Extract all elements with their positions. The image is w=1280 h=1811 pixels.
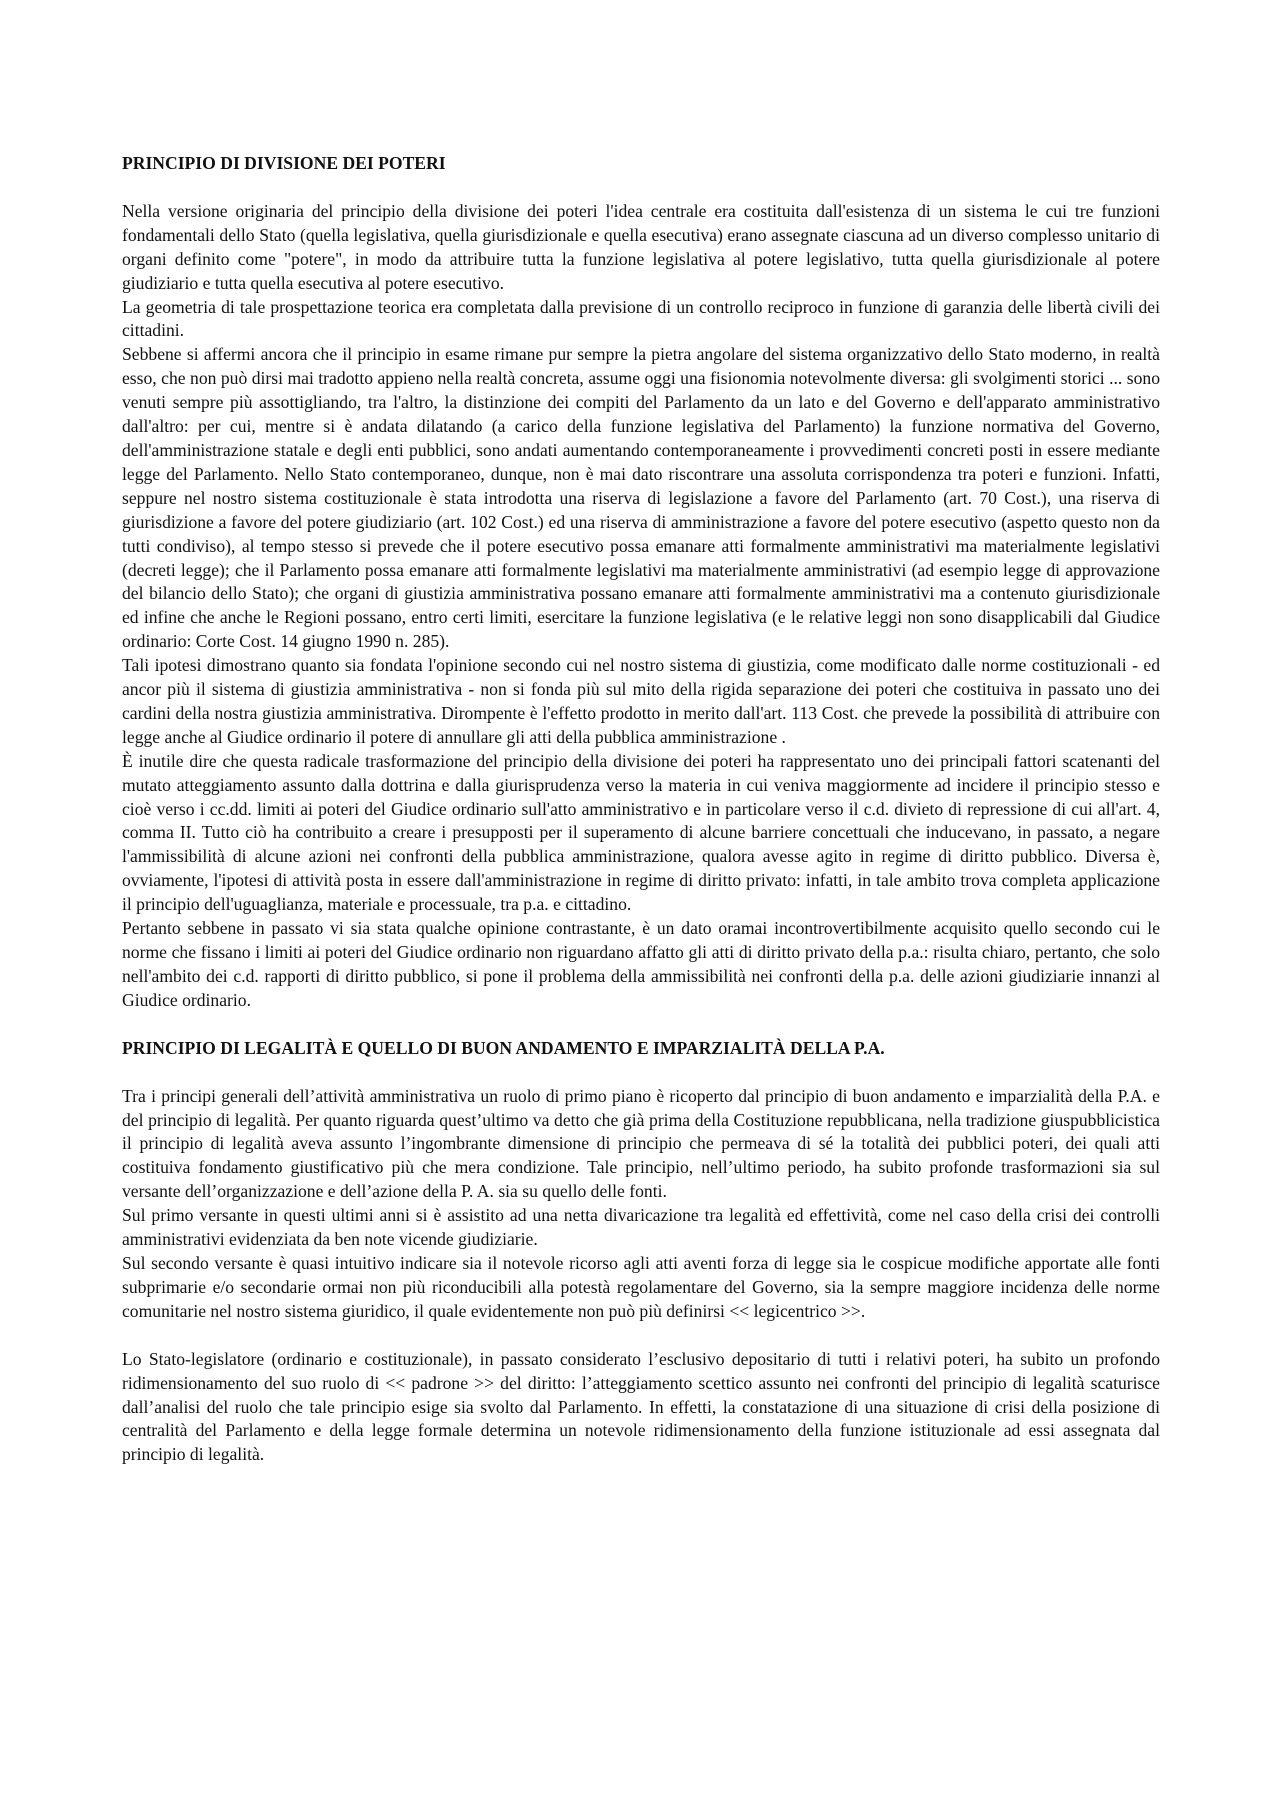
spacer (122, 1013, 1160, 1037)
paragraph: Tra i principi generali dell’attività amministrativa un ruolo di primo piano è ricoperto dal principio di buon andamento e imparzialità della P.A. e del principio di legalità. Per quanto riguarda quest’ultimo va detto che già prima della Costituzione repubblicana, nella tradizione giuspubblicistica il principio di legalità aveva assunto l’ingombrante dimensione di principio che permeava di sé la totalità dei pubblici poteri, dei quali atti costituiva fondamento giustificativo più che mera condizione. Tale principio, nell’ultimo periodo, ha subito profonde trasformazioni sia sul versante dell’organizzazione e dell’azione della P. A. sia su quello delle fonti. (122, 1085, 1160, 1202)
document-page (122, 152, 1160, 1467)
spacer (122, 1061, 1160, 1085)
paragraph: Sul secondo versante è quasi intuitivo indicare sia il notevole ricorso agli atti aventi forza di legge sia le cospicue modifiche apportate alle fonti subprimarie e/o secondarie ormai non più riconducibili alla potestà regolamentare del Governo, sia la sempre maggiore incidenza delle norme comunitarie nel nostro sistema giuridico, il quale evidentemente non può più definirsi << legicentrico >>. (122, 1252, 1160, 1321)
spacer (122, 1324, 1160, 1348)
paragraph: Sebbene si affermi ancora che il principio in esame rimane pur sempre la pietra angolare del sistema organizzativo dello Stato moderno, in realtà esso, che non può dirsi mai tradotto appieno nella realtà concreta, assume oggi una fisionomia notevolmente diversa: gli svolgimenti storici ... sono venuti sempre più assottigliando, tra l'altro, la distinzione dei compiti del Parlamento da un lato e del Governo e dell'apparato amministrativo dall'altro: per cui, mentre si è andata dilatando (a carico della funzione legislativa del Parlamento) la funzione normativa del Governo, dell'amministrazione statale e degli enti pubblici, sono andati aumentando contemporaneamente i provvedimenti concreti posti in essere mediante legge del Parlamento. Nello Stato contemporaneo, dunque, non è mai dato riscontrare una assoluta corrispondenza tra poteri e funzioni. Infatti, seppure nel nostro sistema costituzionale è stata introdotta una riserva di legislazione a favore del Parlamento (art. 70 Cost.), una riserva di giurisdizione a favore del potere giudiziario (art. 102 Cost.) ed una riserva di amministrazione a favore del potere esecutivo (aspetto questo non da tutti condiviso), al tempo stesso si prevede che il potere esecutivo possa emanare atti formalmente amministrativi ma materialmente legislativi (decreti legge); che il Parlamento possa emanare atti formalmente legislativi ma materialmente amministrativi (ad esempio legge di approvazione del bilancio dello Stato); che organi di giustizia amministrativa possano emanare atti formalmente amministrativi ma a contenuto giurisdizionale ed infine che anche le Regioni possano, entro certi limiti, esercitare la funzione legislativa (e le relative leggi non sono disapplicabili dal Giudice ordinario: Corte Cost. 14 giugno 1990 n. 285). (122, 344, 1160, 652)
spacer (122, 176, 1160, 200)
paragraph: La geometria di tale prospettazione teorica era completata dalla previsione di un controllo reciproco in funzione di garanzia delle libertà civili dei cittadini. (122, 296, 1160, 341)
paragraph: Tali ipotesi dimostrano quanto sia fondata l'opinione secondo cui nel nostro sistema di giustizia, come modificato dalle norme costituzionali - ed ancor più il sistema di giustizia amministrativa - non si fonda più sul mito della rigida separazione dei poteri che costituiva in passato uno dei cardini della nostra giustizia amministrativa. Dirompente è l'effetto prodotto in merito dall'art. 113 Cost. che prevede la possibilità di attribuire con legge anche al Giudice ordinario il potere di annullare gli atti della pubblica amministrazione . (122, 655, 1160, 747)
paragraph: È inutile dire che questa radicale trasformazione del principio della divisione dei poteri ha rappresentato uno dei principali fattori scatenanti del mutato atteggiamento assunto dalla dottrina e dalla giurisprudenza verso la materia in cui veniva maggiormente ad incidere il principio stesso e cioè verso i cc.dd. limiti ai poteri del Giudice ordinario sull'atto amministrativo e in particolare verso il c.d. divieto di repressione di cui all'art. 4, comma II. Tutto ciò ha contribuito a creare i presupposti per il superamento di alcune barriere concettuali che inducevano, in passato, a negare l'ammissibilità di alcune azioni nei confronti della pubblica amministrazione, qualora avesse agito in regime di diritto pubblico. Diversa è, ovviamente, l'ipotesi di attività posta in essere dall'amministrazione in regime di diritto privato: infatti, in tale ambito trova completa applicazione il principio dell'uguaglianza, materiale e processuale, tra p.a. e cittadino. (122, 750, 1160, 915)
paragraph: Nella versione originaria del principio della divisione dei poteri l'idea centrale era costituita dall'esistenza di un sistema le cui tre funzioni fondamentali dello Stato (quella legislativa, quella giurisdizionale e quella esecutiva) erano assegnate ciascuna ad un diverso complesso unitario di organi definito come "potere", in modo da attribuire tutta la funzione legislativa al potere legislativo, tutta quella giurisdizionale al potere giudiziario e tutta quella esecutiva al potere esecutivo. (122, 200, 1160, 293)
paragraph: Lo Stato-legislatore (ordinario e costituzionale), in passato considerato l’esclusivo depositario di tutti i relativi poteri, ha subito un profondo ridimensionamento del suo ruolo di << padrone >> del diritto: l’atteggiamento scettico assunto nei confronti del principio di legalità scaturisce dall’analisi del ruolo che tale principio esige sia svolto dal Parlamento. In effetti, la constatazione di una situazione di crisi della posizione di centralità del Parlamento e della legge formale determina un notevole ridimensionamento della funzione istituzionale ad essi assegnata dal principio di legalità. (122, 1348, 1160, 1465)
paragraph: Sul primo versante in questi ultimi anni si è assistito ad una netta divaricazione tra legalità ed effettività, come nel caso della crisi dei controlli amministrativi evidenziata da ben note vicende giudiziarie. (122, 1205, 1160, 1250)
paragraph: Pertanto sebbene in passato vi sia stata qualche opinione contrastante, è un dato oramai incontrovertibilmente acquisito quello secondo cui le norme che fissano i limiti ai poteri del Giudice ordinario non riguardano affatto gli atti di diritto privato della p.a.: risulta chiaro, pertanto, che solo nell'ambito dei c.d. rapporti di diritto pubblico, si pone il problema della ammissibilità nei confronti della p.a. delle azioni giudiziarie innanzi al Giudice ordinario. (122, 918, 1160, 1010)
section-title-legalita: PRINCIPIO DI LEGALITÀ E QUELLO DI BUON ANDAMENTO E IMPARZIALITÀ DELLA P.A. (122, 1037, 885, 1058)
section-title-divisione-poteri: PRINCIPIO DI DIVISIONE DEI POTERI (122, 153, 446, 173)
